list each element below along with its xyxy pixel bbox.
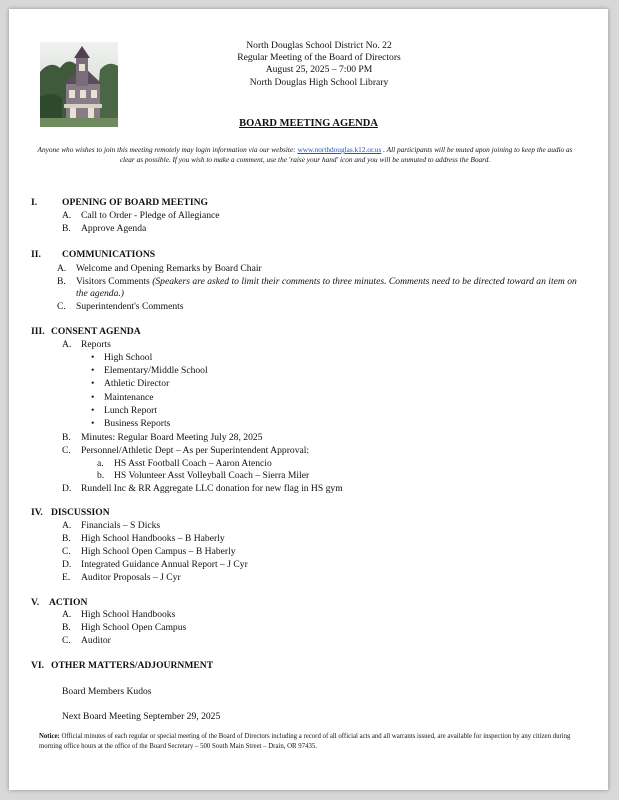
item-letter: B. — [62, 223, 71, 234]
item-letter: D. — [62, 483, 72, 494]
section-num-3: III. — [31, 326, 45, 337]
item-letter: B. — [62, 622, 71, 633]
page-title: BOARD MEETING AGENDA — [239, 118, 378, 129]
sub-item-letter: b. — [97, 470, 105, 481]
board-members-kudos: Board Members Kudos — [62, 686, 152, 697]
section-title-opening: OPENING OF BOARD MEETING — [62, 197, 208, 208]
item-letter: C. — [57, 301, 66, 312]
item-text: Auditor Proposals – J Cyr — [81, 572, 181, 583]
section-num-1: I. — [31, 197, 38, 208]
section-title-communications: COMMUNICATIONS — [62, 249, 156, 260]
intro-text-after: . All participants will be muted upon joining to keep the audio as clear as possible. If you wish to make a comment, use the 'raise your hand' icon and you will be unmuted to address the Board. — [119, 145, 573, 165]
item-text: Visitors Comments — [76, 276, 153, 287]
item-text: Minutes: Regular Board Meeting July 28, 2025 — [81, 432, 263, 443]
report-bullet: • Business Reports — [104, 418, 170, 430]
meeting-type: Regular Meeting of the Board of Directors — [237, 52, 401, 64]
remote-login-notice — [31, 145, 579, 166]
item-text: High School Open Campus – B Haberly — [81, 546, 236, 557]
visitors-comments-item — [76, 276, 586, 300]
item-text: Approve Agenda — [81, 223, 147, 234]
section-title-discussion: DISCUSSION — [51, 507, 110, 518]
item-text: Integrated Guidance Annual Report – J Cyr — [81, 559, 248, 570]
sub-item-text: HS Asst Football Coach – Aaron Atencio — [114, 458, 272, 469]
item-text: High School Open Campus — [81, 622, 187, 633]
item-text: High School Handbooks — [81, 609, 176, 620]
item-letter: E. — [62, 572, 71, 583]
item-letter: A. — [62, 520, 72, 531]
item-text: Superintendent's Comments — [76, 301, 184, 312]
report-bullet: • Lunch Report — [104, 405, 157, 417]
intro-text-before: Anyone who wishes to join this meeting remotely may login information via our website: — [37, 145, 298, 154]
website-link[interactable]: www.northdouglas.k12.or.us — [297, 145, 382, 154]
report-bullet: • Elementary/Middle School — [104, 365, 208, 377]
agenda-page — [9, 9, 608, 790]
item-letter: A. — [62, 609, 72, 620]
report-bullet: • High School — [104, 352, 152, 364]
meeting-date: August 25, 2025 – 7:00 PM — [265, 64, 373, 76]
item-text: High School Handbooks – B Haberly — [81, 533, 225, 544]
report-bullet: • Athletic Director — [104, 378, 169, 390]
meeting-header — [169, 40, 469, 89]
section-num-4: IV. — [31, 507, 43, 518]
notice-label: Notice: — [39, 733, 60, 740]
item-letter: B. — [62, 533, 71, 544]
item-letter: C. — [62, 445, 71, 456]
victorian-house-logo — [40, 42, 118, 127]
section-num-6: VI. — [31, 660, 45, 671]
item-text: Personnel/Athletic Dept – As per Superintendent Approval: — [81, 445, 310, 456]
district-name: North Douglas School District No. 22 — [246, 40, 392, 51]
item-letter: A. — [57, 263, 67, 274]
item-text: Financials – S Dicks — [81, 520, 161, 531]
item-letter: C. — [62, 546, 71, 557]
item-text: Welcome and Opening Remarks by Board Chair — [76, 263, 262, 274]
item-text: Reports — [81, 339, 111, 350]
item-letter: A. — [62, 339, 72, 350]
sub-item-letter: a. — [97, 458, 104, 469]
item-letter: C. — [62, 635, 71, 646]
sub-item-text: HS Volunteer Asst Volleyball Coach – Sierra Miler — [114, 470, 310, 481]
item-text: Auditor — [81, 635, 111, 646]
item-text: Rundell Inc & RR Aggregate LLC donation for new flag in HS gym — [81, 483, 343, 494]
item-letter: D. — [62, 559, 72, 570]
house-icon — [40, 42, 118, 127]
section-num-2: II. — [31, 249, 41, 260]
report-bullet: • Maintenance — [104, 392, 154, 404]
meeting-location: North Douglas High School Library — [249, 76, 389, 88]
section-title-consent-agenda: CONSENT AGENDA — [51, 326, 141, 337]
item-text: Call to Order - Pledge of Allegiance — [81, 210, 220, 221]
item-letter: B. — [57, 276, 66, 287]
item-note: (Speakers are asked to limit their comments to three minutes. Comments need to be directed toward an item on the agenda.) — [76, 276, 577, 299]
notice-text: Official minutes of each regular or special meeting of the Board of Directors including a record of all official acts and all warrants issued, are available for inspection by any citizen during morning office hours at the office of the Board Secretary – 500 South Main Street – Drain, OR 97435. — [39, 733, 571, 750]
item-letter: A. — [62, 210, 72, 221]
section-num-5: V. — [31, 597, 40, 608]
next-board-meeting: Next Board Meeting September 29, 2025 — [62, 711, 221, 722]
item-letter: B. — [62, 432, 71, 443]
section-title-other-matters: OTHER MATTERS/ADJOURNMENT — [51, 660, 214, 671]
section-title-action: ACTION — [49, 597, 88, 608]
official-minutes-notice — [39, 732, 584, 751]
